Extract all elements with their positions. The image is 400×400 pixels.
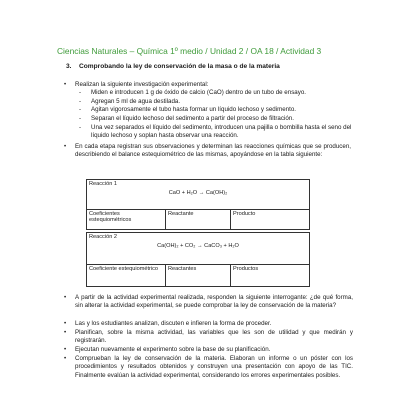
reactant-header: Reactante	[166, 210, 231, 230]
products-header: Productos	[231, 265, 310, 287]
step-text: Separan el líquido lechoso del sedimento a partir del proceso de filtración.	[91, 115, 294, 122]
step-text: Una vez separados el líquido del sedimento, introducen una pajilla o bombilla hasta el seno del líquido lechoso y soplan hasta observar una reacción.	[91, 124, 352, 140]
step-text: Miden e introducen 1 g de óxido de calcio (CaO) dentro de un tubo de ensayo.	[91, 89, 306, 96]
section-title: Comprobando la ley de conservación de la masa o de la materia	[79, 63, 280, 70]
reaction-1-equation: CaO + H₂O → Ca(OH)₂	[168, 190, 228, 196]
bottom-bullet-text: Comprueban la ley de conservación de la materia. Elaboran un informe o un póster con los procedimientos y resultados obtenidos y construyen una presentación con apoyo de las TIC. Finalmente evalúan la actividad experimental, considerando los errores experimentales posibles.	[75, 355, 353, 379]
reaction-2-title: Reacción 2	[89, 234, 117, 240]
bullet-icon: •	[64, 144, 67, 150]
bottom-bullet-text: Las y los estudiantes analizan, discuten e infieren la forma de proceder.	[75, 320, 272, 327]
product-header: Producto	[231, 210, 310, 230]
step-item	[79, 106, 353, 114]
reaction-1-header	[87, 180, 310, 210]
coefficient-header: Coeficiente estequiométrico	[87, 265, 166, 287]
bullet-icon: •	[64, 294, 67, 301]
step-item	[79, 89, 353, 97]
bullet-icon: •	[64, 82, 67, 88]
section-heading	[66, 63, 280, 70]
bottom-bullet-text: Ejecutan nuevamente el experimento sobre la base de su planificación.	[75, 346, 271, 353]
coefficient-header: Coeficientes estequiométricos	[87, 210, 166, 230]
bottom-bullet-text: Planifican, sobre la misma actividad, las variables que les son de utilidad y que medirán y registrarán.	[75, 329, 353, 345]
reaction-1-table	[86, 179, 310, 230]
bottom-bullet-text: A partir de la actividad experimental realizada, responden la siguiente interrogante: ¿de qué forma, sin alterar la actividad experimental, se puede comprobar la ley de conservación de la materia?	[75, 294, 353, 310]
bullet-icon: •	[64, 329, 67, 336]
bullet-icon: •	[64, 320, 67, 327]
bullet-icon: •	[64, 346, 67, 353]
dash-icon: -	[79, 106, 82, 113]
dash-icon: -	[79, 124, 82, 131]
section-number: 3.	[66, 63, 72, 70]
dash-icon: -	[79, 89, 82, 96]
reaction-2-header	[87, 233, 310, 265]
dash-icon: -	[79, 98, 82, 105]
dash-icon: -	[79, 115, 82, 122]
step-item	[79, 115, 353, 123]
reaction-2-table	[86, 232, 310, 287]
reactants-header: Reactantes	[166, 265, 231, 287]
page-header: Ciencias Naturales – Química 1º medio / Unidad 2 / OA 18 / Actividad 3	[57, 46, 322, 56]
reaction-1-title: Reacción 1	[89, 181, 117, 187]
step-item	[79, 124, 353, 141]
step-text: Agregan 5 ml de agua destilada.	[91, 98, 181, 105]
step-text: Agitan vigorosamente el tubo hasta formar un líquido lechoso y sedimento.	[91, 106, 296, 113]
instruction-text: En cada etapa registran sus observaciones y determinan las reacciones químicas que se producen, describiendo el balance estequiométrico de las mismas, apoyándose en la tabla siguiente:	[75, 143, 351, 159]
intro-bullet-text: Realizan la siguiente investigación experimental:	[75, 81, 209, 88]
bullet-icon: •	[64, 355, 67, 362]
reaction-2-equation: Ca(OH)₂ + CO₂ → CaCO₃ + H₂O	[157, 243, 239, 249]
